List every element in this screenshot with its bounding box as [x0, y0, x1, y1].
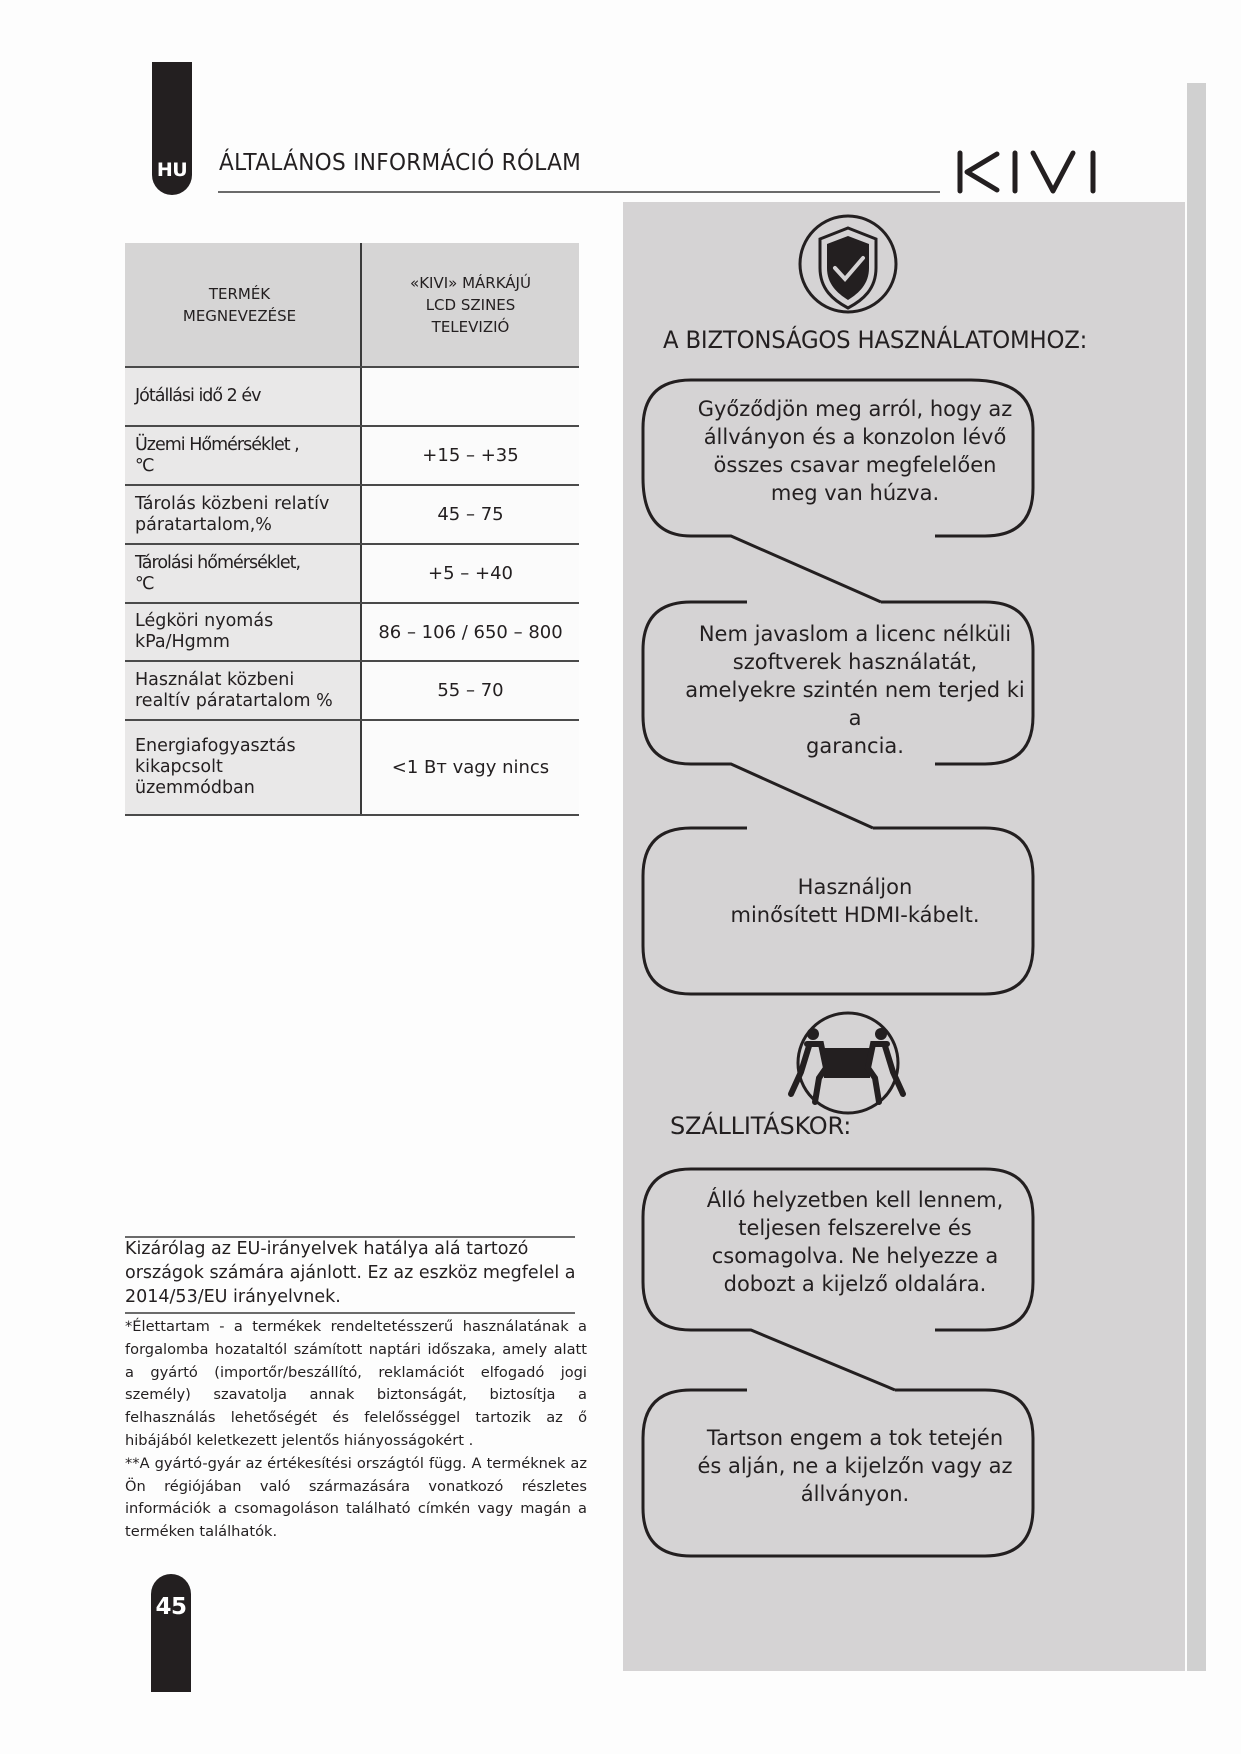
table-row — [125, 603, 579, 661]
tip-line: összes csavar megfelelően — [713, 453, 997, 477]
row-label-line: ℃ — [135, 455, 154, 476]
table-row — [125, 485, 579, 544]
footnotes — [125, 1316, 587, 1544]
row-value: 86 – 106 / 650 – 800 — [361, 603, 579, 661]
row-label-line: páratartalom,% — [135, 514, 272, 535]
table-row — [125, 544, 579, 603]
spec-header-line: TELEVIZIÓ — [431, 317, 510, 336]
safety-tip-3 — [690, 873, 1020, 929]
row-value: 45 – 75 — [361, 485, 579, 544]
page-edge-strip — [1187, 83, 1206, 1671]
table-row — [125, 426, 579, 485]
two-people-carrying-icon — [791, 1013, 903, 1113]
language-tab — [152, 62, 192, 195]
transport-tip-2 — [690, 1424, 1020, 1508]
tip-line: állványon. — [800, 1482, 910, 1506]
row-value: +5 – +40 — [361, 544, 579, 603]
safety-section-title: A BIZTONSÁGOS HASZNÁLATOMHOZ: — [663, 326, 1088, 354]
tip-line: Használjon — [797, 875, 913, 899]
tip-line: Győződjön meg arról, hogy az — [697, 397, 1013, 421]
tip-line: Álló helyzetben kell lennem, — [706, 1188, 1004, 1212]
table-row — [125, 661, 579, 720]
tip-line: minősített HDMI-kábelt. — [730, 903, 980, 927]
row-label — [125, 603, 361, 661]
row-value: <1 Вт vagy nincs — [361, 720, 579, 815]
row-label-line: Üzemi Hőmérséklet , — [135, 434, 299, 455]
kivi-logo — [955, 148, 1103, 196]
row-label — [125, 544, 361, 603]
shield-check-icon — [800, 216, 896, 312]
page-number-tab — [151, 1574, 191, 1692]
footnote-manufacturer: **A gyártó-gyár az értékesítési országtól függ. A terméknek az Ön régiójában való származására vonatkozó részletes információk a csomagoláson található címkén vagy magán a terméken találhatók. — [125, 1454, 587, 1541]
safety-tip-1 — [690, 395, 1020, 507]
spec-header-label — [125, 243, 361, 367]
eu-notice: Kizárólag az EU-irányelvek hatálya alá tartozó országok számára ajánlott. Ez az eszköz megfelel a 2014/53/EU irányelvnek. — [125, 1239, 576, 1307]
tip-line: csomagolva. Ne helyezze a — [711, 1244, 999, 1268]
tip-line: szoftverek használatát, — [732, 650, 978, 674]
table-row — [125, 367, 579, 426]
row-value: 55 – 70 — [361, 661, 579, 720]
row-label — [125, 367, 361, 426]
tip-line: Tartson engem a tok tetején — [706, 1426, 1004, 1450]
tip-line: állványon és a konzolon lévő — [703, 425, 1007, 449]
tip-line: meg van húzva. — [770, 481, 940, 505]
row-label-line: Tárolási hőmérséklet, — [135, 552, 301, 573]
tip-line: amelyekre szintén nem terjed ki a — [685, 678, 1025, 730]
tip-line: Nem javaslom a licenc nélküli — [698, 622, 1012, 646]
row-label — [125, 661, 361, 720]
row-value: +15 – +35 — [361, 426, 579, 485]
row-label-line: üzemmódban — [135, 778, 255, 798]
row-label — [125, 720, 361, 815]
logo-k-arms — [967, 154, 997, 190]
row-label-line: kPa/Hgmm — [135, 632, 230, 652]
language-code: HU — [156, 159, 188, 181]
row-label-line: Légköri nyomás — [135, 611, 274, 631]
tip-line: garancia. — [806, 734, 904, 758]
row-label-line: Jótállási idő 2 év — [135, 386, 261, 406]
row-label — [125, 426, 361, 485]
page-title: ÁLTALÁNOS INFORMÁCIÓ RÓLAM — [219, 150, 582, 176]
spec-table-header — [125, 243, 579, 367]
page-number: 45 — [155, 1594, 187, 1620]
transport-section-title: SZÁLLITÁSKOR: — [670, 1112, 852, 1140]
spec-header-value — [361, 243, 579, 367]
tip-line: teljesen felszerelve és — [738, 1216, 972, 1240]
spec-header-label-text: TERMÉK MEGNEVEZÉSE — [182, 284, 297, 325]
transport-tip-1 — [690, 1186, 1020, 1298]
row-label-line: Tárolás közbeni relatív — [135, 493, 330, 514]
footnote-lifetime: *Élettartam - a termékek rendeltetésszerű használatának a forgalomba hozataltól számított naptári időszaka, amely alatt a gyártó (importőr/beszállító, reklamációt elfogadó jogi személy) szavatolja annak biztonságát, biztosítja a felhasználás lehetőségét és felelősséggel tartozik az ő hibájából keletkezett jelentős hiányosságokért . — [125, 1318, 587, 1449]
row-label-line: ℃ — [135, 573, 154, 594]
row-value — [361, 367, 579, 426]
header-divider — [218, 191, 940, 193]
logo-v — [1033, 153, 1073, 191]
spec-table — [125, 243, 579, 816]
eu-notice-bottom-divider — [125, 1312, 575, 1314]
row-label-line: kikapcsolt — [135, 757, 223, 777]
tip-line: és alján, ne a kijelzőn vagy az — [697, 1454, 1013, 1478]
spec-header-line: LCD SZINES — [425, 295, 516, 314]
row-label-line: Használat közbeni — [135, 669, 295, 690]
row-label — [125, 485, 361, 544]
row-label-line: realtív páratartalom % — [135, 690, 333, 711]
table-row — [125, 720, 579, 815]
tip-line: dobozt a kijelző oldalára. — [723, 1272, 987, 1296]
row-label-line: Energiafogyasztás — [135, 736, 296, 756]
safety-tip-2 — [685, 620, 1025, 760]
spec-header-line: «KIVI» MÁRKÁJÚ — [410, 273, 531, 292]
